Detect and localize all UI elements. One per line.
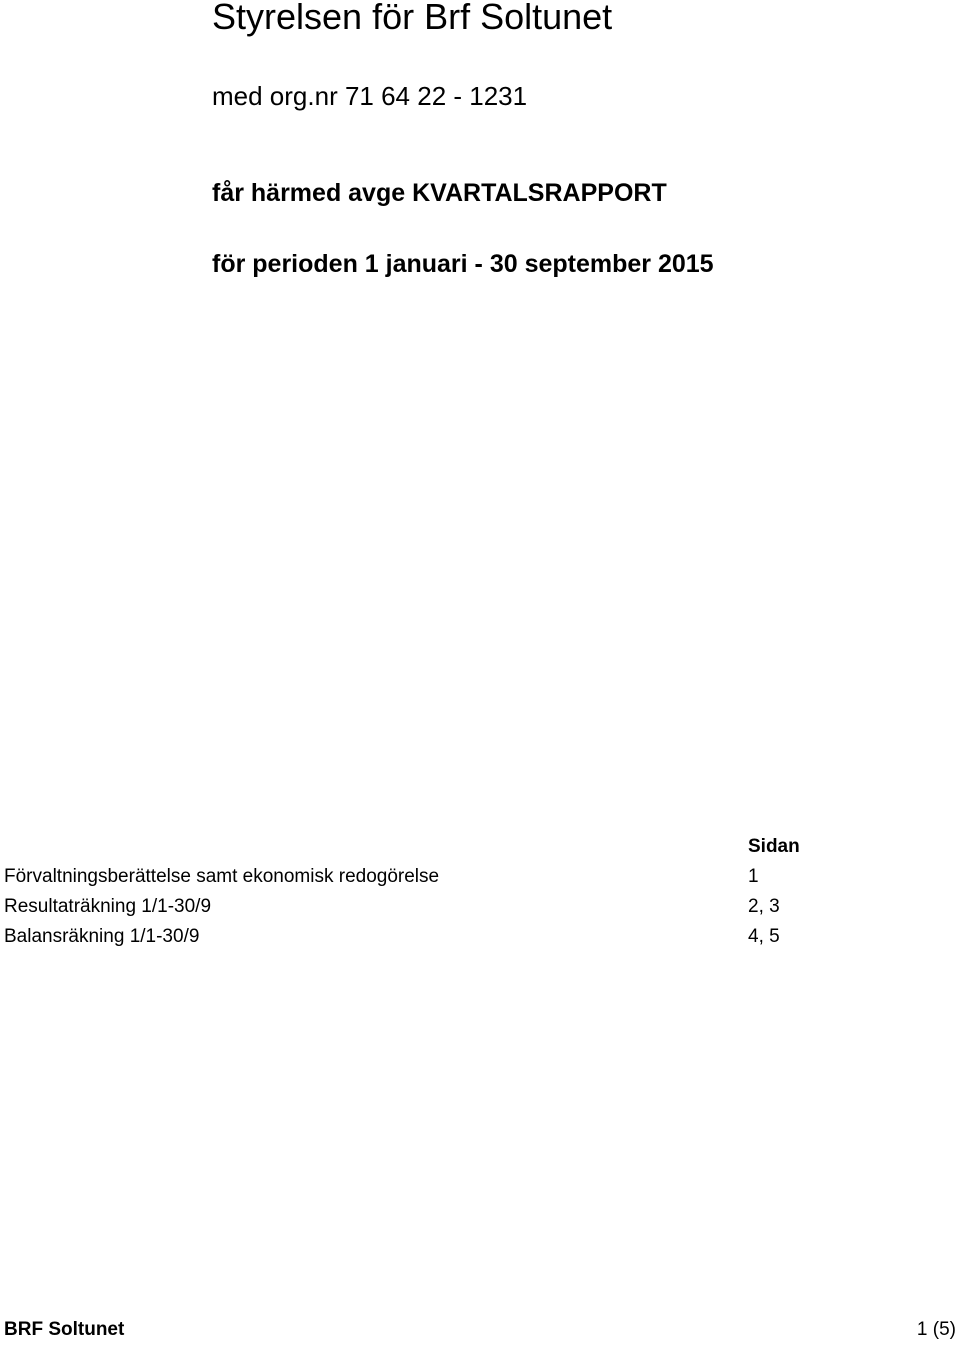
toc-row — [4, 864, 904, 894]
toc-item-label: Förvaltningsberättelse samt ekonomisk redogörelse — [4, 866, 440, 887]
toc-item-page: 1 — [748, 866, 759, 887]
toc-row — [4, 894, 904, 924]
footer-page-number: 1 (5) — [916, 1319, 956, 1340]
toc-item-label: Resultaträkning 1/1-30/9 — [4, 896, 212, 917]
report-period: för perioden 1 januari - 30 september 2015 — [212, 250, 714, 278]
toc-item-label: Balansräkning 1/1-30/9 — [4, 926, 200, 947]
toc-page-header: Sidan — [748, 836, 800, 857]
toc-item-page: 2, 3 — [748, 896, 780, 917]
org-number-line: med org.nr 71 64 22 - 1231 — [212, 81, 528, 111]
document-title: Styrelsen för Brf Soltunet — [212, 0, 613, 37]
toc-item-page: 4, 5 — [748, 926, 780, 947]
footer-org-name: BRF Soltunet — [4, 1319, 125, 1340]
toc-row — [4, 924, 904, 954]
report-intro: får härmed avge KVARTALSRAPPORT — [212, 179, 667, 207]
